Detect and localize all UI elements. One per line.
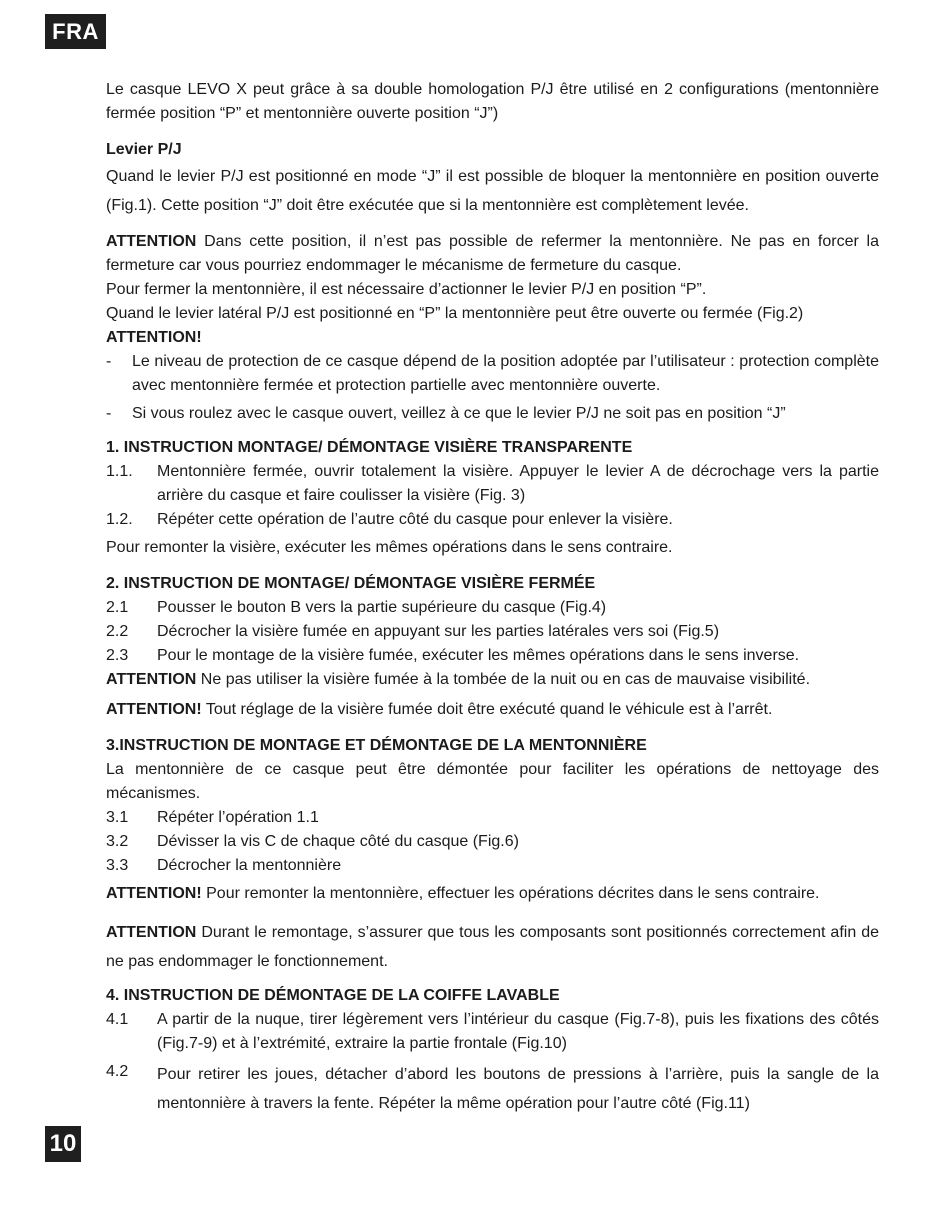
- list-bullet: -: [106, 405, 112, 422]
- attention-label: ATTENTION: [106, 924, 197, 941]
- item-text: Pour le montage de la visière fumée, exécuter les mêmes opérations dans le sens inverse.: [157, 647, 800, 664]
- attention-text: Dans cette position, il n’est pas possible de refermer la mentonnière. Ne pas en forcer la fermeture car vous pourriez endommager le mécanisme de fermeture du casque.: [106, 233, 879, 274]
- document-body: [106, 78, 879, 1118]
- attention-line-2: Pour fermer la mentonnière, il est nécessaire d’actionner le levier P/J en position “P”.: [106, 281, 707, 298]
- attention-label: ATTENTION: [106, 233, 197, 250]
- section-3-attention-b: [106, 918, 879, 976]
- item-text: A partir de la nuque, tirer légèrement vers l’intérieur du casque (Fig.7-8), puis les fixations des côtés (Fig.7-9) et à l’extrémité, extraire la partie frontale (Fig.10): [157, 1011, 879, 1052]
- section-3-heading: 3.INSTRUCTION DE MONTAGE ET DÉMONTAGE DE LA MENTONNIÈRE: [106, 737, 647, 754]
- section-2-attention-b: [106, 698, 879, 722]
- list-item-text: Si vous roulez avec le casque ouvert, veillez à ce que le levier P/J ne soit pas en position “J”: [132, 405, 786, 422]
- list-item: [106, 1008, 879, 1056]
- list-item: [106, 830, 879, 854]
- list-item: [106, 644, 879, 668]
- section-3-intro: La mentonnière de ce casque peut être démontée pour faciliter les opérations de nettoyage des mécanismes.: [106, 761, 879, 802]
- list-item: [106, 620, 879, 644]
- item-number: 4.1: [106, 1011, 129, 1028]
- list-item: [106, 1060, 879, 1118]
- item-number: 3.3: [106, 857, 129, 874]
- attention-line-3: Quand le levier latéral P/J est positionné en “P” la mentonnière peut être ouverte ou fermée (Fig.2): [106, 305, 804, 322]
- section-3-attention-a: [106, 882, 879, 906]
- list-bullet: -: [106, 353, 112, 370]
- attention-label: ATTENTION: [106, 671, 197, 688]
- list-item: [106, 596, 879, 620]
- intro-paragraph: Le casque LEVO X peut grâce à sa double homologation P/J être utilisé en 2 configurations (mentonnière fermée position “P” et mentonnière ouverte position “J”): [106, 81, 879, 122]
- list-item-text: Le niveau de protection de ce casque dépend de la position adoptée par l’utilisateur : protection complète avec mentonnière fermée et protection partielle avec mentonnière ouverte.: [132, 353, 879, 394]
- item-number: 3.2: [106, 833, 129, 850]
- section-4-heading: 4. INSTRUCTION DE DÉMONTAGE DE LA COIFFE LAVABLE: [106, 987, 560, 1004]
- item-number: 2.1: [106, 599, 129, 616]
- item-text: Pousser le bouton B vers la partie supérieure du casque (Fig.4): [157, 599, 607, 616]
- item-number: 1.2.: [106, 511, 133, 528]
- section-1-heading: 1. INSTRUCTION MONTAGE/ DÉMONTAGE VISIÈRE TRANSPARENTE: [106, 439, 633, 456]
- item-text: Décrocher la mentonnière: [157, 857, 342, 874]
- item-number: 1.1.: [106, 463, 133, 480]
- attention-label: ATTENTION!: [106, 701, 202, 718]
- list-item: [106, 402, 879, 426]
- section-1-note: Pour remonter la visière, exécuter les mêmes opérations dans le sens contraire.: [106, 539, 673, 556]
- attention-text: Pour remonter la mentonnière, effectuer les opérations décrites dans le sens contraire.: [201, 885, 820, 902]
- attention-text: Durant le remontage, s’assurer que tous les composants sont positionnés correctement afin de ne pas endommager le fonctionnement.: [106, 924, 879, 970]
- item-text: Répéter l’opération 1.1: [157, 809, 319, 826]
- lever-heading: Levier P/J: [106, 141, 182, 158]
- page-number: 10: [45, 1126, 81, 1162]
- item-text: Répéter cette opération de l’autre côté du casque pour enlever la visière.: [157, 511, 673, 528]
- item-text: Dévisser la vis C de chaque côté du casque (Fig.6): [157, 833, 519, 850]
- item-number: 2.2: [106, 623, 129, 640]
- item-number: 3.1: [106, 809, 129, 826]
- attention-text: Ne pas utiliser la visière fumée à la tombée de la nuit ou en cas de mauvaise visibilité.: [196, 671, 811, 688]
- language-tab: FRA: [45, 14, 106, 49]
- list-item: [106, 854, 879, 878]
- attention-label: ATTENTION!: [106, 885, 202, 902]
- section-2-attention-a: [106, 668, 879, 692]
- attention-paragraph-1: [106, 230, 879, 278]
- list-item: [106, 806, 879, 830]
- list-item: [106, 508, 879, 532]
- item-number: 4.2: [106, 1063, 129, 1080]
- item-text: Pour retirer les joues, détacher d’abord les boutons de pressions à l’arrière, puis la sangle de la mentonnière à travers la fente. Répéter la même opération pour l’autre côté (Fig.11): [157, 1066, 879, 1112]
- item-text: Mentonnière fermée, ouvrir totalement la visière. Appuyer le levier A de décrochage vers la partie arrière du casque et faire coulisser la visière (Fig. 3): [157, 463, 879, 504]
- list-item: [106, 350, 879, 398]
- list-item: [106, 460, 879, 508]
- lever-paragraph: Quand le levier P/J est positionné en mode “J” il est possible de bloquer la mentonnière en position ouverte (Fig.1). Cette position “J” doit être exécutée que si la mentonnière est complètement levée.: [106, 168, 879, 214]
- attention-heading: ATTENTION!: [106, 329, 202, 346]
- item-text: Décrocher la visière fumée en appuyant sur les parties latérales vers soi (Fig.5): [157, 623, 720, 640]
- attention-text: Tout réglage de la visière fumée doit être exécuté quand le véhicule est à l’arrêt.: [201, 701, 773, 718]
- section-2-heading: 2. INSTRUCTION DE MONTAGE/ DÉMONTAGE VISIÈRE FERMÉE: [106, 575, 596, 592]
- item-number: 2.3: [106, 647, 129, 664]
